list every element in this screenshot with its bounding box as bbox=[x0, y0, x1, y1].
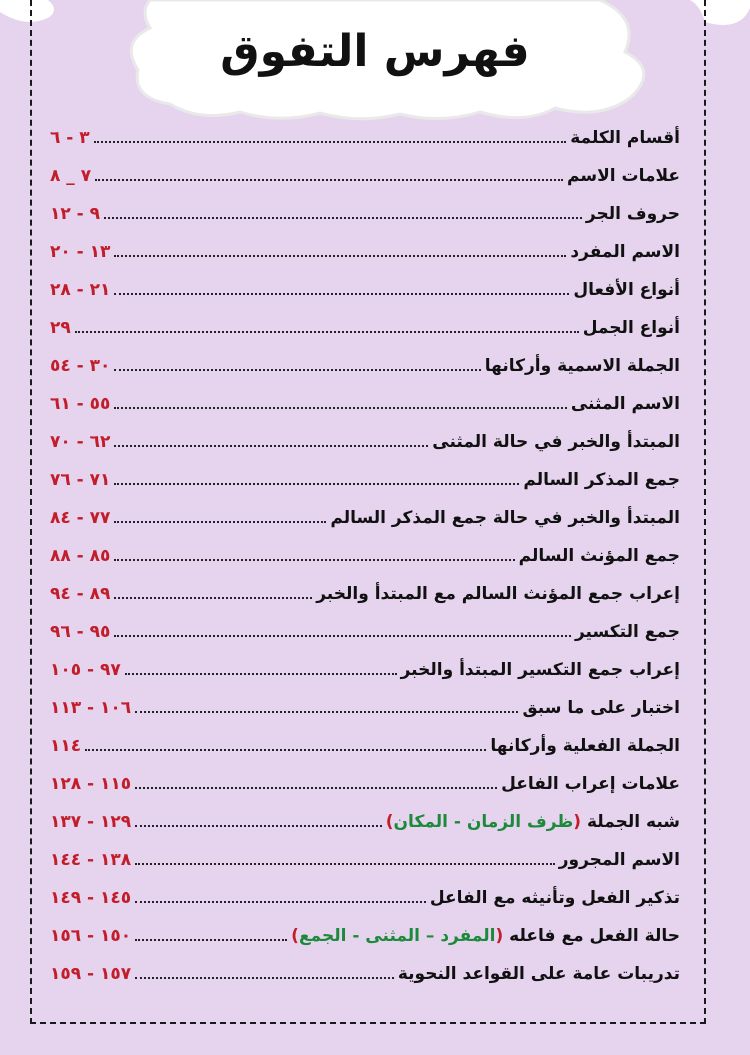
index-row bbox=[50, 685, 680, 723]
topic-text: تذكير الفعل وتأنيثه مع الفاعل bbox=[429, 888, 680, 908]
dot-leader bbox=[135, 787, 497, 789]
index-row bbox=[50, 191, 680, 229]
dot-leader bbox=[135, 901, 426, 903]
index-row bbox=[50, 951, 680, 989]
page-range: ٨٥ - ٨٨ bbox=[50, 546, 111, 566]
topic-label bbox=[573, 280, 680, 305]
topic-label bbox=[330, 508, 680, 533]
dot-leader bbox=[85, 749, 486, 751]
topic-label bbox=[291, 926, 680, 951]
dot-leader bbox=[114, 483, 519, 485]
topic-text: اختبار على ما سبق bbox=[522, 698, 680, 718]
topic-text: أقسام الكلمة bbox=[570, 128, 680, 148]
topic-text: المبتدأ والخبر في حالة جمع المذكر السالم bbox=[330, 508, 680, 528]
topic-label bbox=[586, 204, 680, 229]
topic-text: أنواع الأفعال bbox=[573, 280, 680, 300]
dot-leader bbox=[135, 939, 287, 941]
index-row bbox=[50, 837, 680, 875]
dot-leader bbox=[95, 179, 563, 181]
page-range: ١٥٧ - ١٥٩ bbox=[50, 964, 132, 984]
topic-label bbox=[316, 584, 680, 609]
topic-label bbox=[559, 850, 680, 875]
index-row bbox=[50, 153, 680, 191]
topic-label bbox=[386, 812, 680, 837]
page-range: ١٠٦ - ١١٣ bbox=[50, 698, 132, 718]
dot-leader bbox=[75, 331, 579, 333]
topic-text: الاسم المجرور bbox=[558, 850, 680, 870]
topic-note: المفرد – المثنى - الجمع bbox=[298, 926, 496, 946]
page-range: ٩٥ - ٩٦ bbox=[50, 622, 111, 642]
page-range: ٧ _ ٨ bbox=[50, 166, 92, 186]
topic-label bbox=[567, 166, 680, 191]
page-range: ١٣٨ - ١٤٤ bbox=[50, 850, 132, 870]
index-list bbox=[50, 115, 680, 989]
index-row bbox=[50, 609, 680, 647]
index-row bbox=[50, 419, 680, 457]
page-range: ٥٥ - ٦١ bbox=[50, 394, 111, 414]
topic-label bbox=[490, 736, 680, 761]
topic-label bbox=[522, 698, 680, 723]
dot-leader bbox=[114, 445, 428, 447]
index-row bbox=[50, 533, 680, 571]
index-row bbox=[50, 647, 680, 685]
topic-label bbox=[570, 242, 680, 267]
topic-label bbox=[485, 356, 680, 381]
topic-label bbox=[432, 432, 680, 457]
page-range: ١٤٥ - ١٤٩ bbox=[50, 888, 132, 908]
page-range: ١٢٩ - ١٣٧ bbox=[50, 812, 132, 832]
page-range: ١١٤ bbox=[50, 736, 82, 756]
page-range: ٩٧ - ١٠٥ bbox=[50, 660, 121, 680]
page-range: ٨٩ - ٩٤ bbox=[50, 584, 111, 604]
topic-text: جمع المذكر السالم bbox=[523, 470, 680, 490]
index-row bbox=[50, 571, 680, 609]
topic-note: ظرف الزمان - المكان bbox=[393, 812, 574, 832]
index-row bbox=[50, 229, 680, 267]
note-close-paren: ) bbox=[385, 812, 394, 832]
topic-label bbox=[398, 964, 680, 989]
topic-text: الجملة الفعلية وأركانها bbox=[490, 736, 680, 756]
topic-label bbox=[519, 546, 680, 571]
topic-label bbox=[523, 470, 680, 495]
page-range: ١٥٠ - ١٥٦ bbox=[50, 926, 132, 946]
dot-leader bbox=[114, 407, 566, 409]
page-title: فهرس التفوق bbox=[220, 26, 530, 77]
page-range: ٧١ - ٧٦ bbox=[50, 470, 111, 490]
dot-leader bbox=[114, 369, 480, 371]
topic-text: الاسم المثنى bbox=[570, 394, 680, 414]
topic-text: الاسم المفرد bbox=[570, 242, 680, 262]
dot-leader bbox=[114, 635, 571, 637]
index-row bbox=[50, 723, 680, 761]
topic-text: حالة الفعل مع فاعله bbox=[509, 926, 680, 946]
topic-text: أنواع الجمل bbox=[582, 318, 680, 338]
dot-leader bbox=[135, 977, 394, 979]
topic-text: إعراب جمع التكسير المبتدأ والخبر bbox=[400, 660, 680, 680]
topic-label bbox=[570, 128, 680, 153]
index-row bbox=[50, 799, 680, 837]
topic-text: جمع المؤنث السالم bbox=[518, 546, 680, 566]
page-range: ١٣ - ٢٠ bbox=[50, 242, 111, 262]
page-range: ٣٠ - ٥٤ bbox=[50, 356, 111, 376]
index-row bbox=[50, 267, 680, 305]
page-range: ٢١ - ٢٨ bbox=[50, 280, 111, 300]
topic-label bbox=[571, 394, 680, 419]
dot-leader bbox=[94, 141, 567, 143]
topic-label bbox=[583, 318, 680, 343]
topic-label bbox=[501, 774, 680, 799]
topic-text: علامات الاسم bbox=[567, 166, 680, 186]
index-row bbox=[50, 381, 680, 419]
page-range: ٣ - ٦ bbox=[50, 128, 90, 148]
index-row bbox=[50, 875, 680, 913]
index-row bbox=[50, 343, 680, 381]
index-row bbox=[50, 457, 680, 495]
index-row bbox=[50, 913, 680, 951]
topic-text: المبتدأ والخبر في حالة المثنى bbox=[432, 432, 680, 452]
topic-text: إعراب جمع المؤنث السالم مع المبتدأ والخبر bbox=[316, 584, 680, 604]
page-range: ٧٧ - ٨٤ bbox=[50, 508, 111, 528]
page-range: ٦٢ - ٧٠ bbox=[50, 432, 111, 452]
dot-leader bbox=[135, 825, 382, 827]
page-range: ١١٥ - ١٢٨ bbox=[50, 774, 132, 794]
topic-label bbox=[401, 660, 680, 685]
dot-leader bbox=[114, 597, 312, 599]
topic-text: جمع التكسير bbox=[574, 622, 680, 642]
page-range: ٢٩ bbox=[50, 318, 71, 338]
topic-text: الجملة الاسمية وأركانها bbox=[484, 356, 680, 376]
topic-label bbox=[575, 622, 680, 647]
topic-text: علامات إعراب الفاعل bbox=[501, 774, 680, 794]
index-row bbox=[50, 115, 680, 153]
dot-leader bbox=[104, 217, 582, 219]
dot-leader bbox=[125, 673, 397, 675]
index-row bbox=[50, 495, 680, 533]
dot-leader bbox=[114, 521, 326, 523]
dot-leader bbox=[135, 863, 555, 865]
note-close-paren: ) bbox=[291, 926, 299, 946]
index-row bbox=[50, 761, 680, 799]
dot-leader bbox=[114, 293, 569, 295]
dot-leader bbox=[135, 711, 518, 713]
topic-label bbox=[430, 888, 680, 913]
note-open-paren: ( bbox=[495, 926, 504, 946]
index-row bbox=[50, 305, 680, 343]
topic-text: تدريبات عامة على القواعد النحوية bbox=[397, 964, 680, 984]
note-open-paren: ( bbox=[573, 812, 582, 832]
dot-leader bbox=[114, 255, 566, 257]
page-range: ٩ - ١٢ bbox=[50, 204, 101, 224]
topic-text: حروف الجر bbox=[585, 204, 680, 224]
dot-leader bbox=[114, 559, 514, 561]
topic-text: شبه الجملة bbox=[587, 812, 680, 832]
